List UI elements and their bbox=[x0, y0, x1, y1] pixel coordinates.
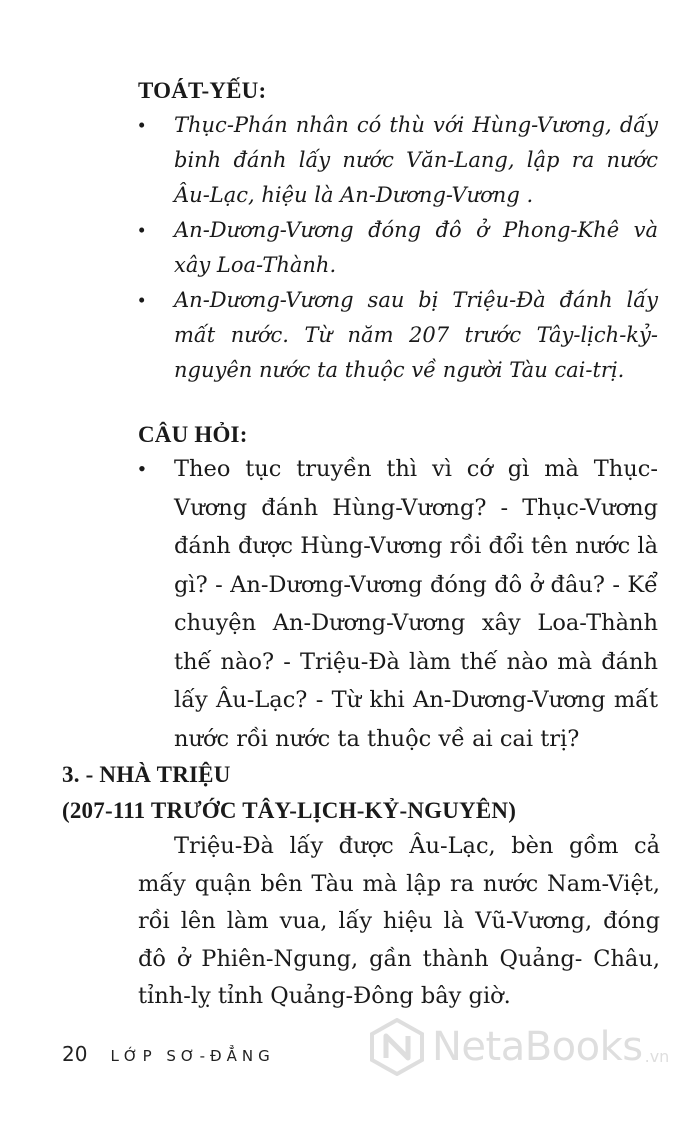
summary-item-text: An-Dương-Vương đóng đô ở Phong-Khê và xây Loa-Thành. bbox=[174, 218, 658, 277]
bullet-icon: • bbox=[138, 288, 146, 312]
page-number: 20 bbox=[62, 1042, 88, 1066]
summary-heading: TOÁT-YẾU: bbox=[138, 78, 267, 103]
watermark-text: NetaBooks bbox=[432, 1024, 643, 1070]
section-paragraph: Triệu-Đà lấy được Âu-Lạc, bèn gồm cả mấy quận bên Tàu mà lập ra nước Nam-Việt, rồi lên làm vua, lấy hiệu là Vũ-Vương, đóng đô ở Phiên-Ngung, gần thành Quảng- Châu, tỉnh-lỵ tỉnh Quảng-Đông bây giờ. bbox=[138, 833, 660, 1009]
bullet-icon: • bbox=[138, 113, 146, 137]
section-title: 3. - NHÀ TRIỆU bbox=[62, 762, 231, 787]
bullet-icon: • bbox=[138, 218, 146, 242]
question-item-text: Theo tục truyền thì vì cớ gì mà Thục-Vương đánh Hùng-Vương? - Thục-Vương đánh được Hùng-Vương rồi đổi tên nước là gì? - An-Dương-Vương đóng đô ở đâu? - Kể chuyện An-Dương-Vương xây Loa-Thành thế nào? - Triệu-Đà làm thế nào mà đánh lấy Âu-Lạc? - Từ khi An-Dương-Vương mất nước rồi nước ta thuộc về ai cai trị? bbox=[174, 456, 658, 752]
running-title: LỚP SƠ-ĐẲNG bbox=[110, 1047, 275, 1065]
questions-heading: CÂU HỎI: bbox=[138, 422, 248, 447]
questions-list bbox=[138, 450, 658, 758]
bullet-icon: • bbox=[138, 456, 146, 481]
summary-item-text: Thục-Phán nhân có thù với Hùng-Vương, dấy binh đánh lấy nước Văn-Lang, lập ra nước Âu-Lạc, hiệu là An-Dương-Vương . bbox=[174, 113, 658, 207]
section-subtitle: (207-111 TRƯỚC TÂY-LỊCH-KỶ-NGUYÊN) bbox=[62, 798, 517, 823]
summary-item bbox=[138, 108, 658, 213]
summary-list bbox=[138, 108, 658, 388]
netabooks-logo-icon bbox=[368, 1018, 426, 1076]
question-item bbox=[138, 450, 658, 758]
watermark-suffix: .vn bbox=[644, 1046, 670, 1066]
summary-item bbox=[138, 283, 658, 388]
watermark bbox=[368, 1018, 669, 1076]
summary-item bbox=[138, 213, 658, 283]
summary-item-text: An-Dương-Vương sau bị Triệu-Đà đánh lấy mất nước. Từ năm 207 trước Tây-lịch-kỷ-nguyên nước ta thuộc về người Tàu cai-trị. bbox=[174, 288, 658, 382]
page-footer bbox=[62, 1042, 275, 1066]
